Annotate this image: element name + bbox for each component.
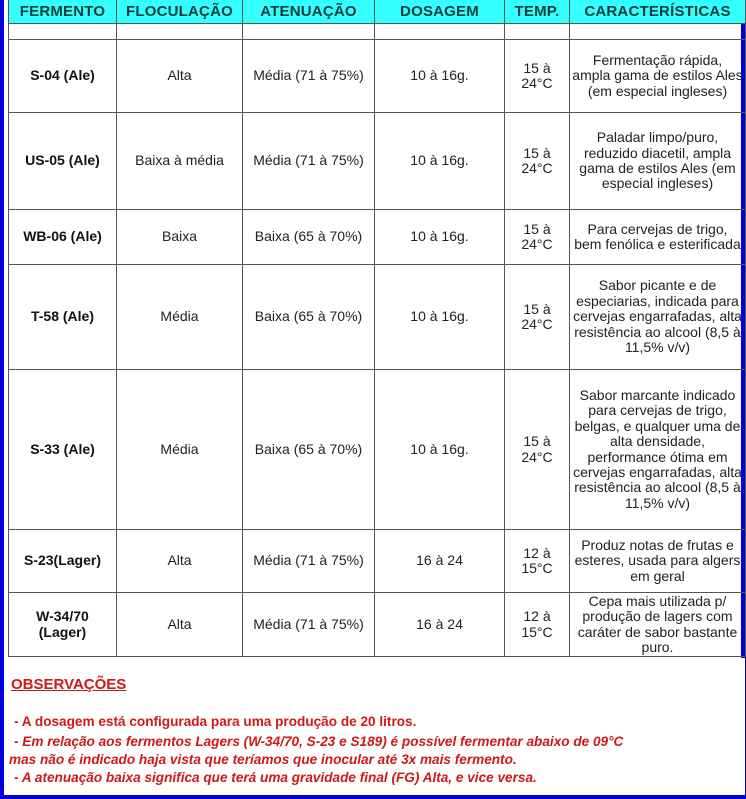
header-floculacao: FLOCULAÇÃO (117, 0, 243, 24)
table-row (9, 210, 746, 265)
cell-floculacao: Baixa à média (117, 113, 243, 210)
cell-fermento: S-33 (Ale) (9, 370, 117, 530)
header-caracteristicas: CARACTERÍSTICAS (570, 0, 746, 24)
cell-floculacao: Média (117, 265, 243, 370)
cell-atenuacao: Baixa (65 à 70%) (243, 265, 375, 370)
cell-caracteristicas: Sabor marcante indicado para cervejas de trigo, belgas, e qualquer uma de alta densidade, performance ótima em cervejas engarrafadas, alta resistência ao alcool (8,5 à 11,5% v/v) (570, 370, 746, 530)
cell-floculacao: Média (117, 370, 243, 530)
empty-cell (375, 24, 505, 40)
cell-dosagem: 10 à 16g. (375, 370, 505, 530)
cell-temp: 15 à 24°C (505, 210, 570, 265)
cell-caracteristicas: Fermentação rápida, ampla gama de estilos Ales (em especial ingleses) (570, 40, 746, 113)
cell-dosagem: 10 à 16g. (375, 113, 505, 210)
empty-cell (9, 24, 117, 40)
cell-temp: 15 à 24°C (505, 370, 570, 530)
empty-cell (505, 24, 570, 40)
cell-temp: 15 à 24°C (505, 113, 570, 210)
cell-atenuacao: Média (71 à 75%) (243, 593, 375, 657)
observations-section (8, 658, 745, 795)
empty-row (9, 24, 746, 40)
table-row (9, 370, 746, 530)
cell-temp: 12 à 15°C (505, 593, 570, 657)
cell-dosagem: 16 à 24 (375, 593, 505, 657)
cell-caracteristicas: Produz notas de frutas e esteres, usada para algers em geral (570, 530, 746, 593)
header-fermento: FERMENTO (9, 0, 117, 24)
header-dosagem: DOSAGEM (375, 0, 505, 24)
cell-fermento: S-23(Lager) (9, 530, 117, 593)
cell-caracteristicas: Cepa mais utilizada p/ produção de lagers com caráter de sabor bastante puro. (570, 593, 746, 657)
header-row (9, 0, 746, 24)
table-row (9, 40, 746, 113)
cell-fermento: S-04 (Ale) (9, 40, 117, 113)
cell-floculacao: Alta (117, 530, 243, 593)
table-row (9, 530, 746, 593)
empty-cell (243, 24, 375, 40)
header-atenuacao: ATENUAÇÃO (243, 0, 375, 24)
cell-atenuacao: Média (71 à 75%) (243, 113, 375, 210)
cell-caracteristicas: Para cervejas de trigo, bem fenólica e esterificada (570, 210, 746, 265)
cell-caracteristicas: Sabor picante e de especiarias, indicada para cervejas engarrafadas, alta resistência ao alcool (8,5 à 11,5% v/v) (570, 265, 746, 370)
cell-floculacao: Alta (117, 593, 243, 657)
cell-atenuacao: Baixa (65 à 70%) (243, 210, 375, 265)
cell-dosagem: 10 à 16g. (375, 265, 505, 370)
cell-dosagem: 10 à 16g. (375, 40, 505, 113)
observations-title: OBSERVAÇÕES (11, 676, 127, 693)
observation-line: - A dosagem está configurada para uma produção de 20 litros. (14, 714, 417, 729)
cell-fermento: US-05 (Ale) (9, 113, 117, 210)
observation-line: mas não é indicado haja vista que teríamos que inocular até 3x mais fermento. (9, 752, 517, 767)
yeast-table (8, 0, 746, 657)
cell-atenuacao: Média (71 à 75%) (243, 40, 375, 113)
cell-temp: 15 à 24°C (505, 40, 570, 113)
header-temp: TEMP. (505, 0, 570, 24)
cell-floculacao: Alta (117, 40, 243, 113)
cell-fermento: T-58 (Ale) (9, 265, 117, 370)
cell-fermento: W-34/70 (Lager) (9, 593, 117, 657)
cell-temp: 12 à 15°C (505, 530, 570, 593)
cell-dosagem: 10 à 16g. (375, 210, 505, 265)
observation-line: - A atenuação baixa significa que terá uma gravidade final (FG) Alta, e vice versa. (14, 770, 537, 785)
cell-fermento: WB-06 (Ale) (9, 210, 117, 265)
cell-atenuacao: Baixa (65 à 70%) (243, 370, 375, 530)
cell-caracteristicas: Paladar limpo/puro, reduzido diacetil, ampla gama de estilos Ales (em especial ingleses) (570, 113, 746, 210)
observation-line: - Em relação aos fermentos Lagers (W-34/70, S-23 e S189) é possível fermentar abaixo de 09°C (14, 734, 624, 749)
table-row (9, 593, 746, 657)
empty-cell (117, 24, 243, 40)
cell-temp: 15 à 24°C (505, 265, 570, 370)
cell-dosagem: 16 à 24 (375, 530, 505, 593)
empty-cell (570, 24, 746, 40)
table-row (9, 113, 746, 210)
cell-floculacao: Baixa (117, 210, 243, 265)
table-row (9, 265, 746, 370)
cell-atenuacao: Média (71 à 75%) (243, 530, 375, 593)
